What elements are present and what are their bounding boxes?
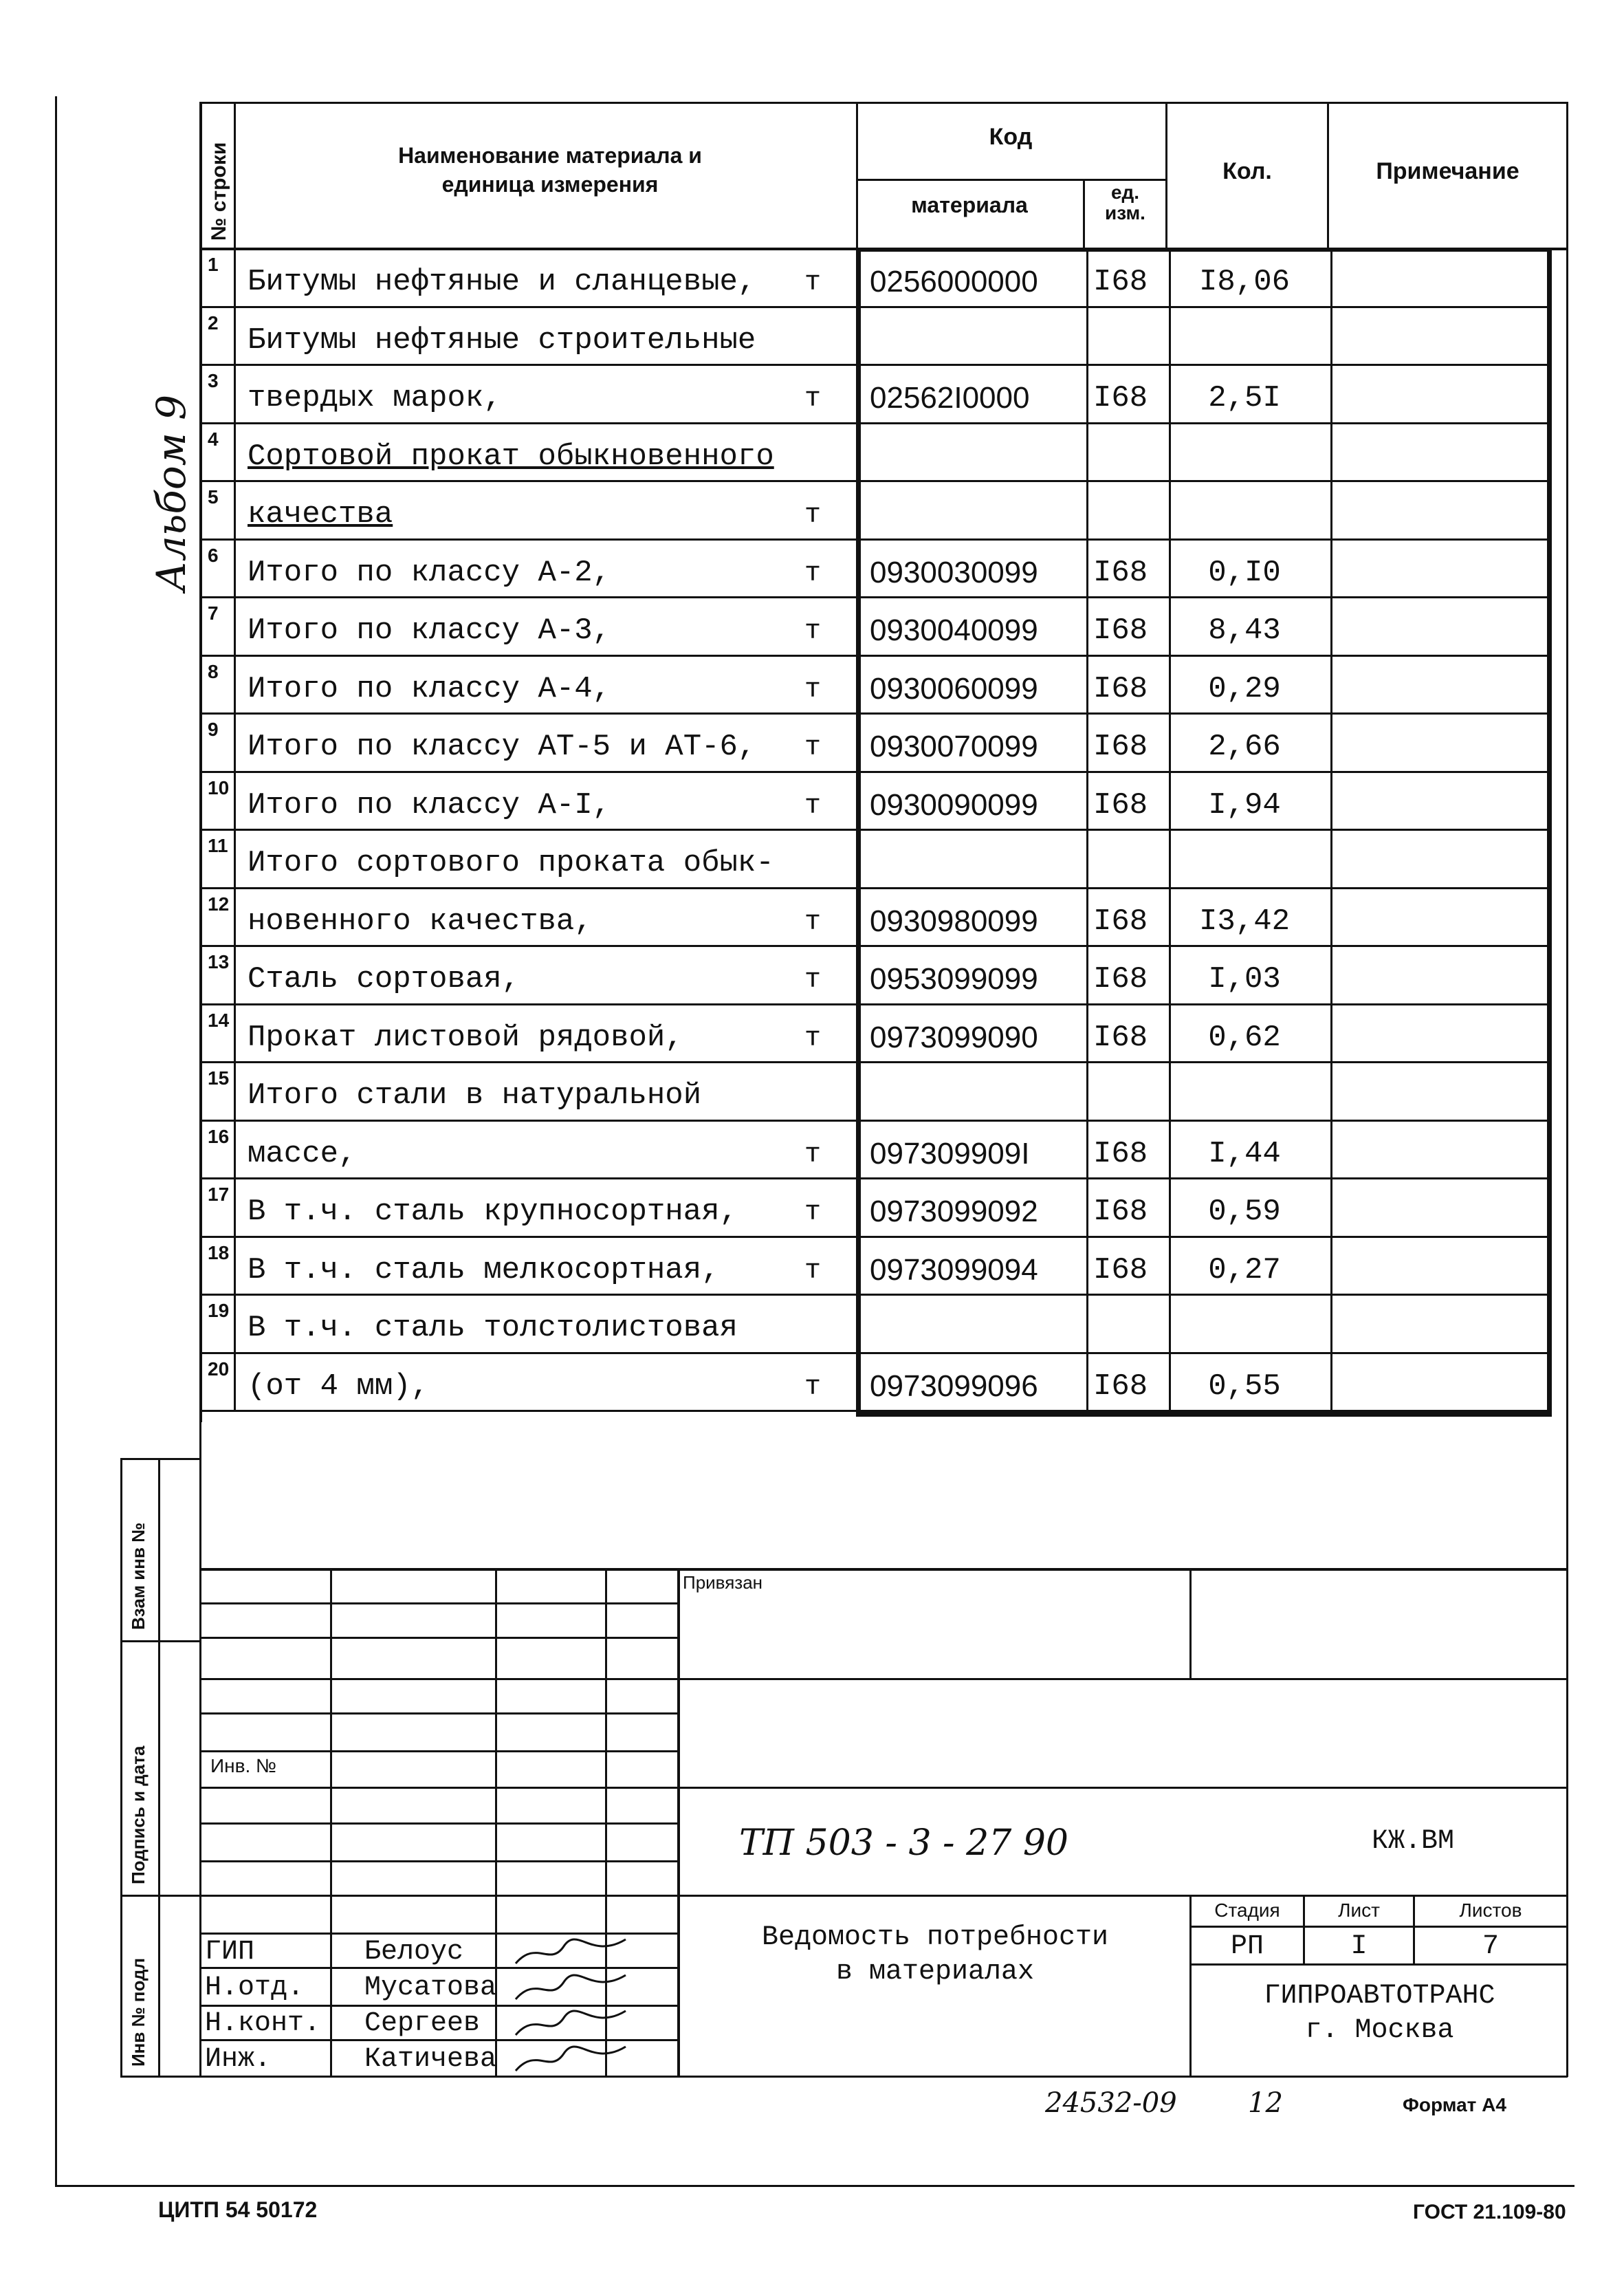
org-line2: г. Москва (1305, 2015, 1454, 2046)
row-number: 3 (208, 370, 219, 391)
uc-col-border (1086, 248, 1088, 1417)
row-number: 19 (208, 1300, 230, 1321)
table-row (199, 1296, 1568, 1354)
signatory-name: Мусатова (364, 1972, 497, 2003)
row-number: 5 (208, 486, 219, 508)
row-code: 0930060099 (870, 671, 1038, 706)
row-code: 0973099094 (870, 1252, 1038, 1287)
row-qty: 8,43 (1208, 613, 1281, 648)
row-no-header: № строки (208, 142, 230, 241)
podp-label: Подпись и дата (128, 1745, 149, 1884)
stamp-privyazan-right (1189, 1568, 1192, 1678)
stamp-left (199, 1417, 201, 2077)
table-row (199, 773, 1568, 831)
row-name: Итого сортового проката обык- (248, 846, 774, 880)
row-qty: I8,06 (1198, 265, 1291, 299)
unit-code-header: ед. изм. (1105, 182, 1145, 224)
row-qty: 0,59 (1208, 1195, 1281, 1229)
sheets-value: 7 (1482, 1931, 1499, 1962)
row-name: Итого по классу А-3, (248, 613, 611, 648)
signature-scribble (509, 1933, 633, 1974)
signature-scribble (509, 2040, 633, 2081)
footer-page: 12 (1248, 2087, 1283, 2119)
table-row (199, 1122, 1568, 1180)
table-row (199, 889, 1568, 948)
row-unit: т (804, 384, 822, 415)
table-row (199, 947, 1568, 1005)
row-unit: т (804, 906, 822, 938)
signatory-role: Н.конт. (205, 2008, 321, 2039)
table-row (199, 424, 1568, 483)
row-unit-code: I68 (1093, 555, 1148, 590)
row-name: В т.ч. сталь толстолистовая (248, 1311, 738, 1345)
code-col-border-thick (856, 248, 861, 1417)
table-row (199, 366, 1568, 424)
row-unit-code: I68 (1093, 1195, 1148, 1229)
row-number: 18 (208, 1241, 230, 1263)
row-code: 0930070099 (870, 730, 1038, 763)
footer-bottom-right: ГОСТ 21.109-80 (1413, 2201, 1566, 2223)
row-qty: 2,5I (1208, 381, 1281, 415)
signatory-role: ГИП (205, 1937, 255, 1968)
table-row (199, 1354, 1568, 1413)
doc-title-2: в материалах (835, 1957, 1035, 1988)
row-code: 0930040099 (870, 613, 1038, 647)
row-number: 8 (208, 660, 219, 682)
row-number: 7 (208, 602, 219, 624)
stamp-bottom (120, 2076, 1568, 2078)
stamp-grid-line (199, 1637, 679, 1639)
row-name: (от 4 мм), (248, 1369, 430, 1404)
footer-number: 24532-09 (1045, 2087, 1177, 2119)
stamp-grid-line (199, 1712, 679, 1715)
row-qty: I,94 (1208, 787, 1281, 823)
table-top-thick (856, 248, 1552, 252)
row-unit-code: I68 (1093, 730, 1148, 764)
row-unit-code: I68 (1093, 1252, 1148, 1287)
row-number: 12 (208, 893, 230, 915)
stamp-grid-line (199, 1787, 679, 1789)
table-row (199, 541, 1568, 599)
signatory-role: Инж. (205, 2044, 272, 2075)
stamp-col4 (677, 1568, 680, 2077)
row-unit: т (804, 1255, 822, 1287)
footer-format: Формат А4 (1403, 2094, 1506, 2115)
row-number: 1 (208, 254, 219, 275)
row-unit: т (804, 674, 822, 706)
row-unit: т (804, 1197, 822, 1228)
vzam-label: Взам инв № (128, 1522, 149, 1630)
row-name: новенного качества, (248, 904, 593, 939)
stamp-h2 (677, 1787, 1568, 1789)
row-unit: т (804, 500, 822, 531)
doc-title-1: Ведомость потребности (761, 1922, 1109, 1953)
sheet-value: I (1350, 1931, 1368, 1962)
row-number: 20 (208, 1358, 230, 1380)
row-name: Итого по классу А-I, (248, 787, 611, 823)
row-code: 0256000000 (870, 265, 1038, 298)
table-right-thick (1547, 248, 1552, 1417)
row-number: 10 (208, 776, 230, 798)
row-name: В т.ч. сталь мелкосортная, (248, 1252, 720, 1287)
sheet-label: Лист (1338, 1900, 1380, 1921)
table-row (199, 715, 1568, 773)
row-unit-code: I68 (1093, 962, 1148, 997)
bottom-margin-line (55, 2185, 1574, 2187)
code-header: Код (989, 124, 1033, 150)
row-name: Итого по классу А-2, (248, 555, 611, 590)
sheets-label: Листов (1459, 1900, 1522, 1921)
row-name: Сортовой прокат обыкновенного (248, 439, 774, 474)
table-row (199, 1005, 1568, 1064)
stamp-right (1566, 1412, 1568, 2077)
row-qty: I,44 (1208, 1136, 1281, 1171)
row-unit: т (804, 1139, 822, 1171)
row-unit: т (804, 616, 822, 647)
top-frame-line (199, 102, 1568, 104)
row-unit-code: I68 (1093, 904, 1148, 939)
signatory-name: Катичева (364, 2044, 497, 2075)
table-row (199, 1238, 1568, 1296)
row-unit-code: I68 (1093, 613, 1148, 648)
row-qty: 0,27 (1208, 1252, 1281, 1287)
row-name: Итого по классу АТ-5 и АТ-6, (248, 730, 756, 764)
inv-label: Инв № подл (128, 1957, 149, 2067)
row-code: 0930090099 (870, 787, 1038, 822)
stamp-grid-line (199, 1750, 679, 1752)
row-name: массе, (248, 1136, 357, 1171)
row-unit-code: I68 (1093, 671, 1148, 706)
row-qty: 0,29 (1208, 671, 1281, 706)
row-unit: т (804, 732, 822, 763)
side-strip-left (120, 1458, 122, 2077)
row-number: 4 (208, 428, 219, 450)
note-col-border (1330, 248, 1332, 1417)
row-qty: 0,62 (1208, 1020, 1281, 1055)
row-unit-code: I68 (1093, 1369, 1148, 1404)
table-row (199, 598, 1568, 657)
org-line1: ГИПРОАВТОТРАНС (1264, 1981, 1495, 2012)
row-unit-code: I68 (1093, 787, 1148, 823)
row-unit-code: I68 (1093, 265, 1148, 299)
row-name: В т.ч. сталь крупносортная, (248, 1195, 738, 1229)
stamp-h3 (677, 1895, 1568, 1897)
row-code: 0973099096 (870, 1369, 1038, 1403)
stamp-stage-h (1189, 1926, 1568, 1928)
row-number: 2 (208, 312, 219, 334)
row-qty: 0,55 (1208, 1369, 1281, 1404)
row-unit: т (804, 1371, 822, 1403)
stamp-grid-line (199, 1678, 679, 1680)
footer-bottom-left: ЦИТП 54 50172 (158, 2197, 318, 2222)
stamp-stage-h2 (1189, 1963, 1568, 1966)
row-unit: т (804, 965, 822, 996)
row-number: 6 (208, 544, 219, 566)
privyazan-label: Привязан (683, 1572, 763, 1593)
signature-scribble (509, 1968, 633, 2010)
stamp-top (199, 1568, 1568, 1571)
stage-value: РП (1230, 1931, 1264, 1962)
table-row (199, 1063, 1568, 1122)
row-name: Битумы нефтяные строительные (248, 323, 756, 358)
side-strip-div2 (120, 1895, 199, 1897)
row-number: 14 (208, 1009, 230, 1031)
signatory-name: Белоус (364, 1937, 464, 1968)
row-name: Итого по классу А-4, (248, 671, 611, 706)
row-name: Прокат листовой рядовой, (248, 1020, 683, 1055)
doc-code: ТП 503 - 3 - 27 90 (739, 1822, 1069, 1864)
stamp-grid-line (199, 1860, 679, 1862)
table-bottom-thick (856, 1412, 1552, 1417)
inv-no-label: Инв. № (210, 1755, 277, 1776)
table-row (199, 308, 1568, 367)
row-name: Сталь сортовая, (248, 962, 520, 997)
table-row (199, 831, 1568, 889)
row-number: 13 (208, 951, 230, 972)
row-unit: т (804, 268, 822, 298)
name-header: Наименование материала и единица измерения (398, 143, 702, 197)
row-qty: 2,66 (1208, 730, 1281, 764)
header-code-split (856, 179, 1165, 181)
row-code: 0973099092 (870, 1195, 1038, 1228)
stamp-col1 (330, 1568, 332, 2077)
row-unit: т (804, 1023, 822, 1054)
row-code: 0930030099 (870, 555, 1038, 589)
row-number: 11 (208, 835, 228, 856)
album-label: Альбом 9 (148, 394, 195, 591)
table-row (199, 1179, 1568, 1238)
qty-header: Кол. (1222, 158, 1272, 184)
table-row (199, 657, 1568, 715)
table-row (199, 250, 1568, 308)
row-unit-code: I68 (1093, 1136, 1148, 1171)
stamp-grid-line (199, 1822, 679, 1825)
stamp-grid-line (199, 1895, 679, 1897)
row-unit: т (804, 790, 822, 822)
stamp-h1 (677, 1678, 1568, 1680)
signature-scribble (509, 2004, 633, 2045)
row-unit: т (804, 558, 822, 589)
row-number: 9 (208, 719, 219, 740)
row-code: 0973099090 (870, 1020, 1038, 1054)
row-unit-code: I68 (1093, 1020, 1148, 1055)
side-strip-div1 (120, 1640, 199, 1642)
doc-mark: КЖ.ВМ (1372, 1826, 1455, 1857)
table-row (199, 482, 1568, 541)
row-qty: I,03 (1208, 962, 1281, 997)
row-unit-code: I68 (1093, 381, 1148, 415)
note-header: Примечание (1376, 158, 1519, 184)
row-code: 02562I0000 (870, 381, 1030, 415)
row-number: 17 (208, 1184, 230, 1205)
stage-label: Стадия (1214, 1900, 1280, 1921)
row-name: Итого стали в натуральной (248, 1078, 702, 1113)
row-code: 0953099099 (870, 962, 1038, 996)
row-number: 16 (208, 1125, 230, 1147)
material-header: материала (911, 193, 1028, 217)
row-number: 15 (208, 1067, 230, 1089)
row-name: качества (248, 497, 393, 532)
left-margin-line (55, 96, 57, 2187)
stamp-grid-line (199, 1602, 679, 1604)
row-name: Битумы нефтяные и сланцевые, (248, 265, 756, 299)
row-name: твердых марок, (248, 381, 502, 415)
row-qty: I3,42 (1198, 904, 1291, 939)
row-qty: 0,I0 (1208, 555, 1281, 590)
row-code: 0930980099 (870, 904, 1038, 938)
side-strip-mid (158, 1458, 160, 2077)
row-code: 097309909I (870, 1136, 1030, 1171)
signatory-role: Н.отд. (205, 1972, 305, 2003)
qty-col-border (1169, 248, 1171, 1417)
signatory-name: Сергеев (364, 2008, 481, 2039)
